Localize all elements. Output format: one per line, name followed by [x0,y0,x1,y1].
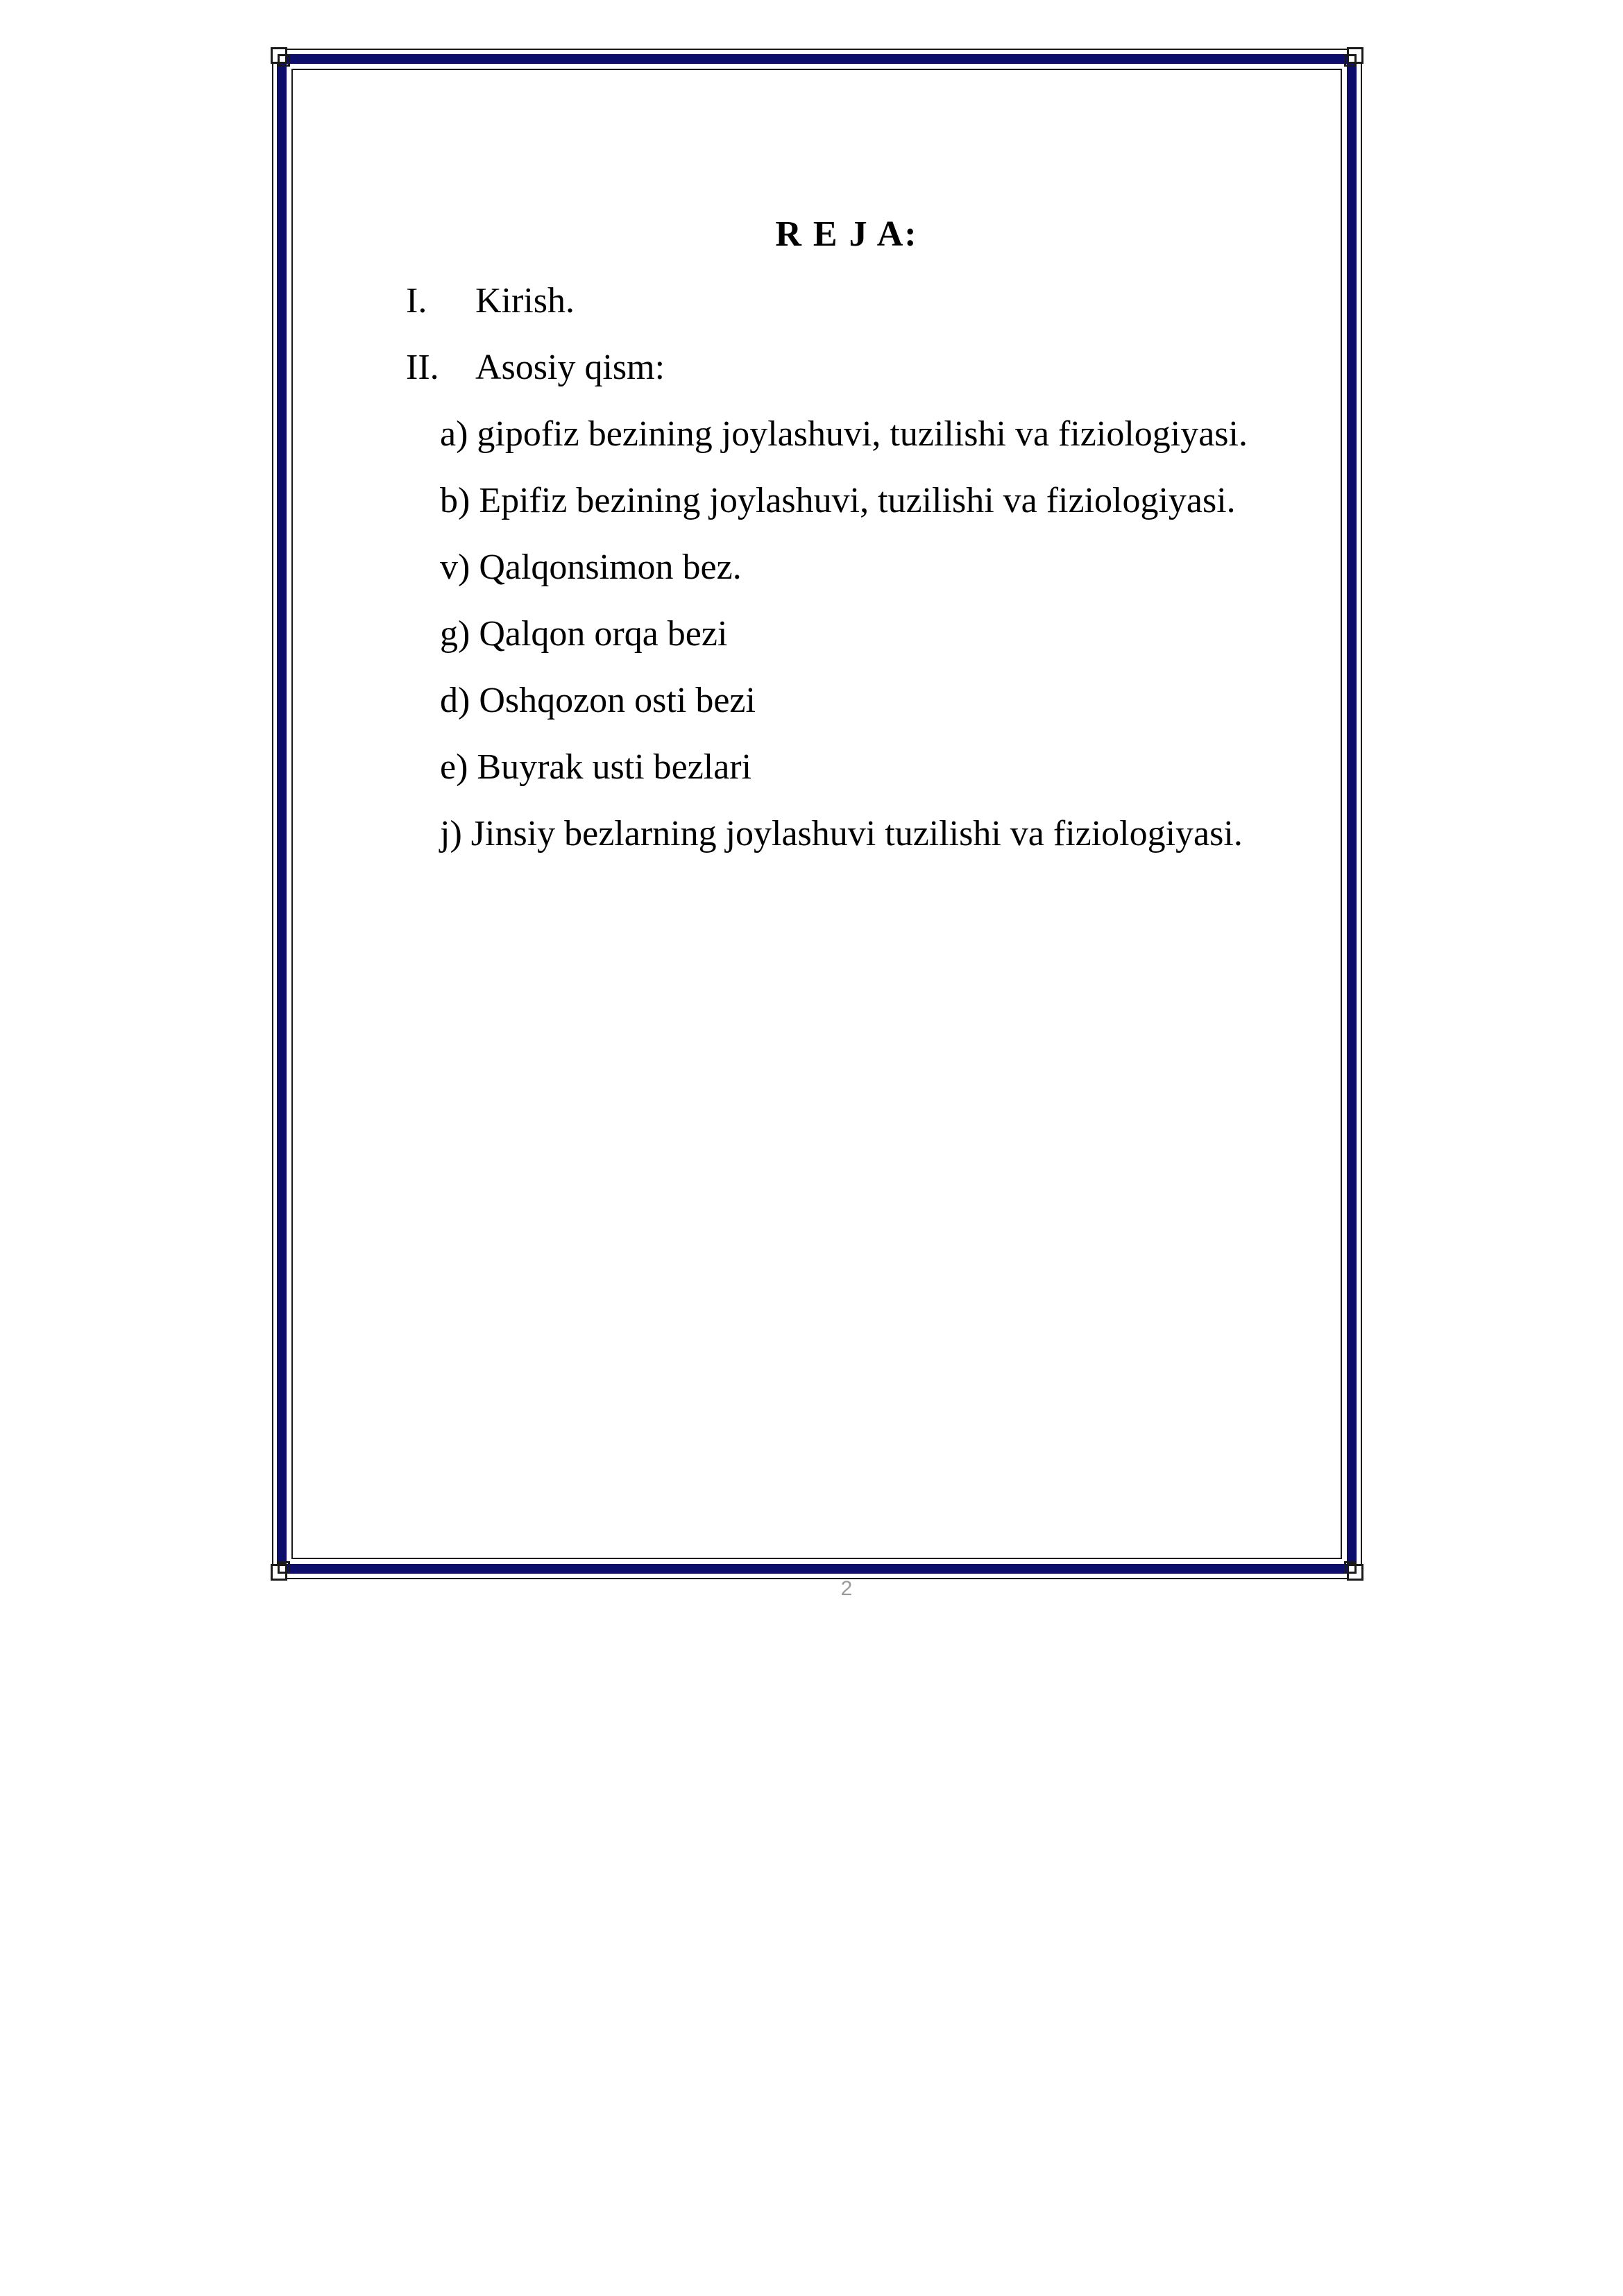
page-title: R E J A: [775,214,918,254]
outline-text: Kirish. [475,281,575,321]
outline-item-main-part [406,343,665,393]
outline-numeral: I. [406,281,427,321]
outline-text: Asosiy qism: [475,348,665,387]
subitem-d: d) Oshqozon osti bezi [440,681,756,720]
subitem-b: b) Epifiz bezining joylashuvi, tuzilishi va fiziologiyasi. [440,481,1236,520]
subitem-e: e) Buyrak usti bezlari [440,747,752,787]
page-number: 2 [840,1577,853,1600]
border-corner-bottom-left [271,1557,294,1581]
subitem-v: v) Qalqonsimon bez. [440,547,742,587]
subitem-a: a) gipofiz bezining joylashuvi, tuzilishi va fiziologiyasi. [440,414,1248,454]
subitem-g: g) Qalqon orqa bezi [440,614,728,654]
border-corner-top-left [271,47,294,71]
border-corner-bottom-right [1340,1557,1363,1581]
subitem-j: j) Jinsiy bezlarning joylashuvi tuzilishi va fiziologiyasi. [440,814,1243,853]
border-corner-top-right [1340,47,1363,71]
outline-item-introduction [406,276,575,326]
outline-numeral: II. [406,348,439,387]
